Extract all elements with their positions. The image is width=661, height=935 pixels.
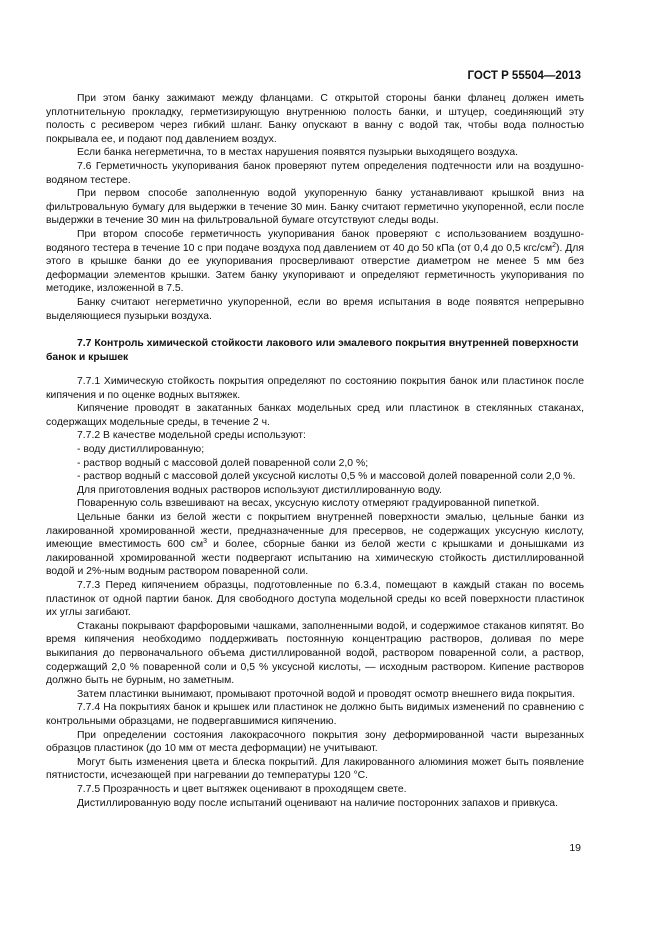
paragraph — [46, 511, 584, 579]
paragraph — [46, 228, 584, 296]
paragraph: Кипячение проводят в закатанных банках модельных сред или пластинок в стеклянных стаканах, содержащих модельные среды, в течение 2 ч. — [46, 403, 584, 428]
paragraph-text: При втором способе герметичность укупоривания банок проверяют с использованием воздушно-водяного тестера в течение 10 с при подаче воздуха под давлением от 40 до 50 кПа (от 0,4 до 0,5 кгс/см — [46, 228, 584, 254]
paragraph: Поваренную соль взвешивают на весах, уксусную кислоту отмеряют градуированной пипеткой. — [77, 498, 540, 510]
standard-code: ГОСТ Р 55504—2013 — [467, 70, 581, 82]
document-header — [468, 70, 581, 82]
paragraph: 7.7.5 Прозрачность и цвет вытяжек оценивают в проходящем свете. — [77, 783, 407, 795]
paragraph: Дистиллированную воду после испытаний оценивают на наличие посторонних запахов и привкуса. — [77, 797, 558, 809]
paragraph: 7.7.1 Химическую стойкость покрытия определяют по состоянию покрытия банок или пластинок после кипячения и по оценке водных вытяжек. — [46, 376, 584, 401]
paragraph: Банку считают негерметично укупоренной, если во время испытания в воде появятся непрерывно выделяющиеся пузырьки воздуха. — [46, 296, 584, 322]
paragraph-text: и более, сборные банки из белой жести с крышками и донышками из лакированной хромированной жести подвергают испытанию на химическую стойкость дистиллированной водой и 2%-ным водным раствором поваренной соли. — [46, 539, 584, 578]
paragraph-text: ). Для этого в крышке банки до ее укупоривания просверливают отверстие диаметром не менее 5 мм без деформации элементов крышки. Затем банку укупоривают и определяют герметичность укупоривания по методике, изложенной в 7.5. — [46, 242, 584, 295]
superscript: 3 — [203, 538, 208, 546]
list-item: - воду дистиллированную; — [77, 444, 205, 456]
paragraph: Если банка негерметична, то в местах нарушения появятся пузырьки выходящего воздуха. — [77, 147, 519, 159]
paragraph: При этом банку зажимают между фланцами. С открытой стороны банки фланец должен иметь уплотнительную прокладку, герметизирующую внутреннюю полость банки, и штуцер, соединяющий эту полость с ресивером через гибкий шланг. Банку опускают в ванну с водой так, чтобы вода полностью покрывала ее, и подают под давлением воздух. — [46, 93, 584, 145]
list-item: - раствор водный с массовой долей уксусной кислоты 0,5 % и массовой долей поваренной соли 2,0 %. — [77, 471, 576, 483]
paragraph: 7.6 Герметичность укупоривания банок проверяют путем определения подтечности или на воздушно-водяном тестере. — [46, 160, 584, 186]
list-item: - раствор водный с массовой долей поваренной соли 2,0 %; — [77, 457, 369, 469]
section-heading-7-7: 7.7 Контроль химической стойкости лакового или эмалевого покрытия внутренней поверхности банок и крышек — [46, 338, 579, 364]
superscript: 2 — [552, 241, 556, 249]
paragraph: 7.7.2 В качестве модельной среды используют: — [77, 430, 306, 442]
paragraph: 7.7.3 Перед кипячением образцы, подготовленные по 6.3.4, помещают в каждый стакан по восемь пластинок от одной партии банок. Для свободного доступа модельной среды ко всей поверхности пластинок их углы загибают. — [46, 580, 584, 619]
paragraph: При первом способе заполненную водой укупоренную банку устанавливают крышкой вниз на фильтровальную бумагу для выдержки в течение 30 мин. Банку считают герметично укупоренной, если после выдержки в течение 30 мин на фильтровальной бумаге отсутствуют следы воды. — [46, 188, 584, 227]
paragraph-text: Цельные банки из белой жести с покрытием внутренней поверхности эмалью, цельные банки из лакированной хромированной жести, предназначенные для пресервов, не содержащих уксусную кислоту, имеющие вместимость 600 см — [46, 512, 584, 551]
paragraph: При определении состояния лакокрасочного покрытия зону деформированной части вырезанных образцов пластинок (до 10 мм от места деформации) не учитывают. — [46, 729, 584, 755]
paragraph: 7.7.4 На покрытиях банок и крышек или пластинок не должно быть видимых изменений по сравнению с контрольными образцами, не подвергавшимися кипячению. — [46, 702, 584, 727]
paragraph: Затем пластинки вынимают, промывают проточной водой и проводят осмотр внешнего вида покрытия. — [77, 688, 576, 700]
document-body — [46, 92, 584, 810]
paragraph: Стаканы покрывают фарфоровыми чашками, заполненными водой, и содержимое стаканов кипятят. Во время кипячения необходимо поддерживать постоянную концентрацию растворов, доливая по мере выкипания до первоначального объема дистиллированной водой, раствором поваренной соли, а раствор, содержащий 2,0 % поваренной соли и 0,5 % уксусной кислоты, — исходным раствором. Кипение растворов должно быть не бурным, но заметным. — [46, 620, 584, 687]
paragraph: Могут быть изменения цвета и блеска покрытий. Для лакированного алюминия может быть появление пятнистости, исчезающей при нагревании до температуры 120 °С. — [46, 756, 584, 782]
page-number: 19 — [569, 842, 581, 854]
paragraph: Для приготовления водных растворов используют дистиллированную воду. — [77, 484, 442, 496]
